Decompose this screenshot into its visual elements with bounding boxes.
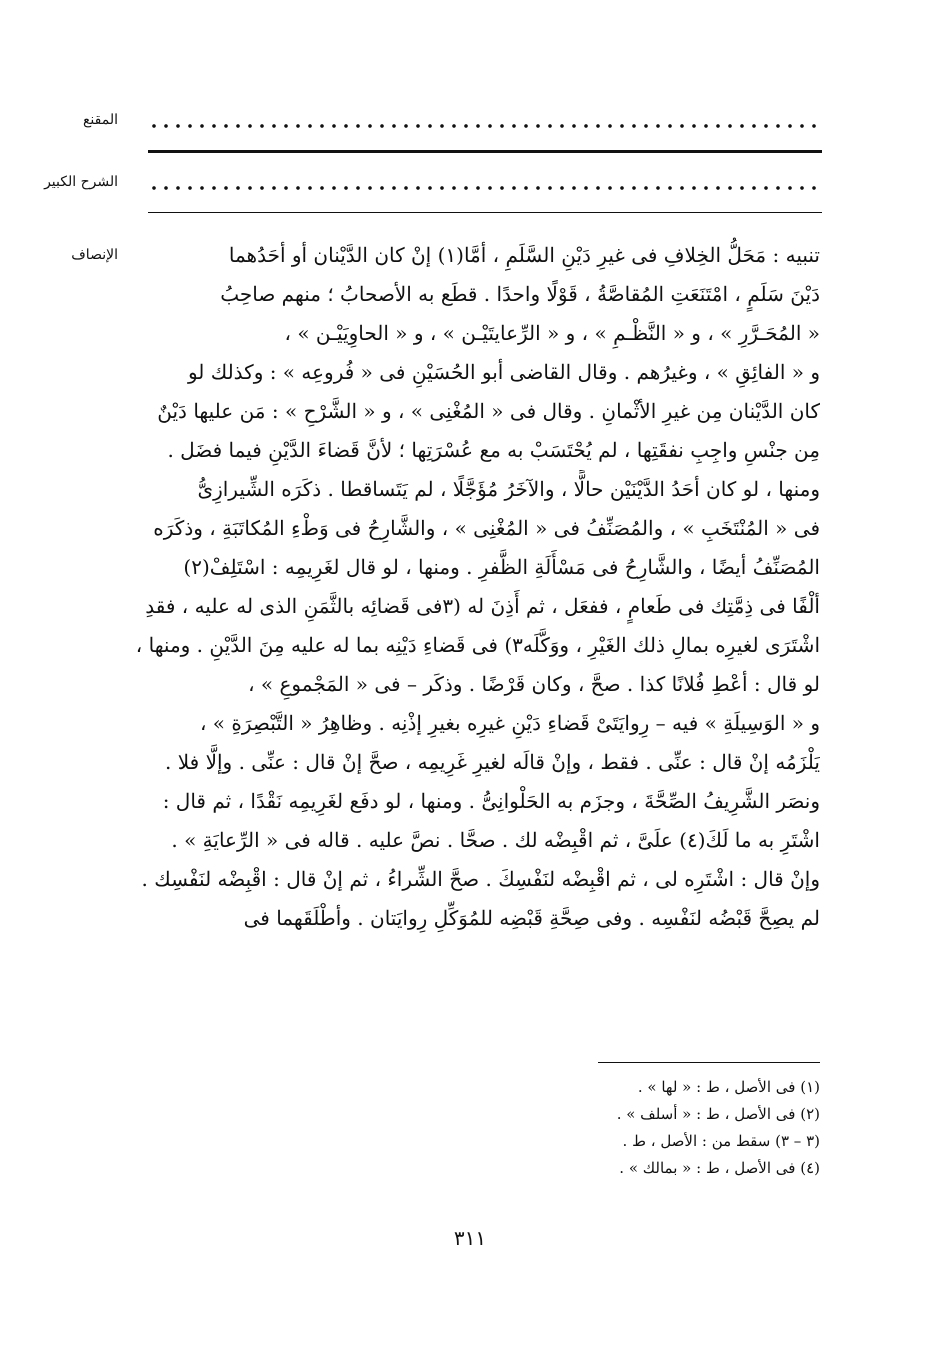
text-line: دَيْنَ سَلَمٍ ، امْتَنَعَتِ المُقاصَّةُ ، قَوْلًا واحدًا . قطَع به الأصحابُ ؛ منهم صاحِبُ <box>220 282 820 306</box>
text-line: وإنْ قال : اشْتَرِه لى ، ثم اقْبِضْه لنَفْسِكَ . صحَّ الشِّراءُ ، ثم إنْ قال : اقْبِضْه لنَفْسِك . <box>141 867 820 891</box>
text-line: لم يصِحَّ قَبْضُه لنَفْسِه . وفى صِحَّةِ قَبْضِه للمُوَكِّلِ رِوايَتان . وأطْلَقَهما فى <box>243 906 820 930</box>
text-line: مِن جنْسِ واجِبِ نفقَتِها ، لم يُحْتَسَبْ به مع عُسْرَتِها ؛ لأنَّ قَضاءَ الدَّيْنِ فيما فضَل . <box>167 438 820 462</box>
text-line: تنبيه : مَحَلُّ الخِلافِ فى غيرِ دَيْنِ السَّلَمِ ، أمَّا(١) إنْ كان الدَّيْنان أو أحَدُهما <box>228 243 820 267</box>
label-insaf: الإنصاف <box>71 247 118 263</box>
text-line: المُصَنِّفُ أيضًا ، والشَّارِحُ فى مَسْأَلَةِ الظَّفرِ . ومنها ، لو قال لغَرِيمِه : اسْتَلِفْ(٢) <box>183 555 820 579</box>
text-line: اشْتَرَى لغيرِه بمالِ ذلك الغَيْرِ ، ووَكَّلَه٣) فى قَضاءِ دَيْنِه بما له عليه مِنَ الدَّيْنِ . ومنها ، <box>136 633 820 657</box>
sharh-dotted-line <box>148 184 818 192</box>
label-muqni: المقنع <box>82 112 118 128</box>
text-line: و « الوَسِيلَةِ » فيه – رِوايَتَىْ قَضاءِ دَيْنِ غيرِه بغيرِ إذْنِه . وظاهِرُ « التَّبْصِرَةِ » ، <box>199 711 820 735</box>
section-rule-thick <box>148 150 822 153</box>
text-line: يَلْزَمُه إنْ قال : عنِّى . فقط ، وإنْ قالَه لغيرِ غَرِيمِه ، صحَّ إنْ قال : عنِّى . وإلَّا فلا . <box>165 750 820 774</box>
insaf-text-body <box>136 236 820 938</box>
text-line: ومنها ، لو كان أحَدُ الدَّيْنَيْن حالًّا ، والآخَرُ مُؤَجَّلًا ، لم يَتَساقطا . ذكَرَه الشِّيرازِىُّ <box>197 477 820 501</box>
text-line: فى « المُنْتَخَبِ » ، والمُصَنِّفُ فى « المُغْنِى » ، والشَّارِحُ فى وَطْءِ المُكاتَبَةِ ، وذكَرَه <box>153 516 820 540</box>
text-line: اشْتَرِ به ما لَكَ(٤) علَىَّ ، ثم اقْبِضْه لك . صحَّا . نصَّ عليه . قاله فى « الرِّعايَةِ » . <box>171 828 820 852</box>
footnote-separator <box>598 1062 820 1063</box>
footnote-2: (٢) فى الأصل ، ط : « أسلف » . <box>616 1105 820 1123</box>
section-rule-thin <box>148 212 822 213</box>
text-line: لو قال : أعْطِ فُلانًا كذا . صحَّ ، وكان قَرْضًا . وذكَر – فى « المَجْموعِ » ، <box>248 672 820 696</box>
text-line: و « الفائِقِ » ، وغيرُهم . وقال القاضى أبو الحُسَيْنِ فى « فُروعِه » : وكذلك لو <box>187 360 820 384</box>
footnote-3: (٣ – ٣) سقط من : الأصل ، ط . <box>622 1132 820 1150</box>
footnote-1: (١) فى الأصل ، ط : « لها » . <box>637 1078 820 1096</box>
text-line: « المُحَـرَّرِ » ، و « النَّظْـمِ » ، و « الرِّعايتَيْـن » ، و « الحاوِيَيْـن » ، <box>284 321 820 345</box>
text-line: ونصَر الشَّرِيفُ الصِّحَّةَ ، وجزَم به الحَلْوانِىُّ . ومنها ، لو دفَع لغَرِيمِه نَقْدًا ، ثم قال : <box>162 789 820 813</box>
muqni-dotted-line <box>148 122 818 130</box>
text-line: ألْفًا فى ذِمَّتِك فى طَعامٍ ، ففعَل ، ثم أَذِنَ له (٣فى قَضائِه بالثَّمَنِ الذى له عليه ، فقدِ <box>145 594 820 618</box>
footnotes <box>320 1074 820 1182</box>
footnote-4: (٤) فى الأصل ، ط : « بمالك » . <box>619 1159 820 1177</box>
text-line: كان الدَّيْنان مِن غيرِ الأثْمانِ . وقال فى « المُغْنِى » ، و « الشَّرْحِ » : مَن عليها دَيْنٌ <box>157 399 820 423</box>
label-sharh-kabir: الشرح الكبير <box>44 174 118 190</box>
page-number: ٣١١ <box>453 1226 487 1250</box>
